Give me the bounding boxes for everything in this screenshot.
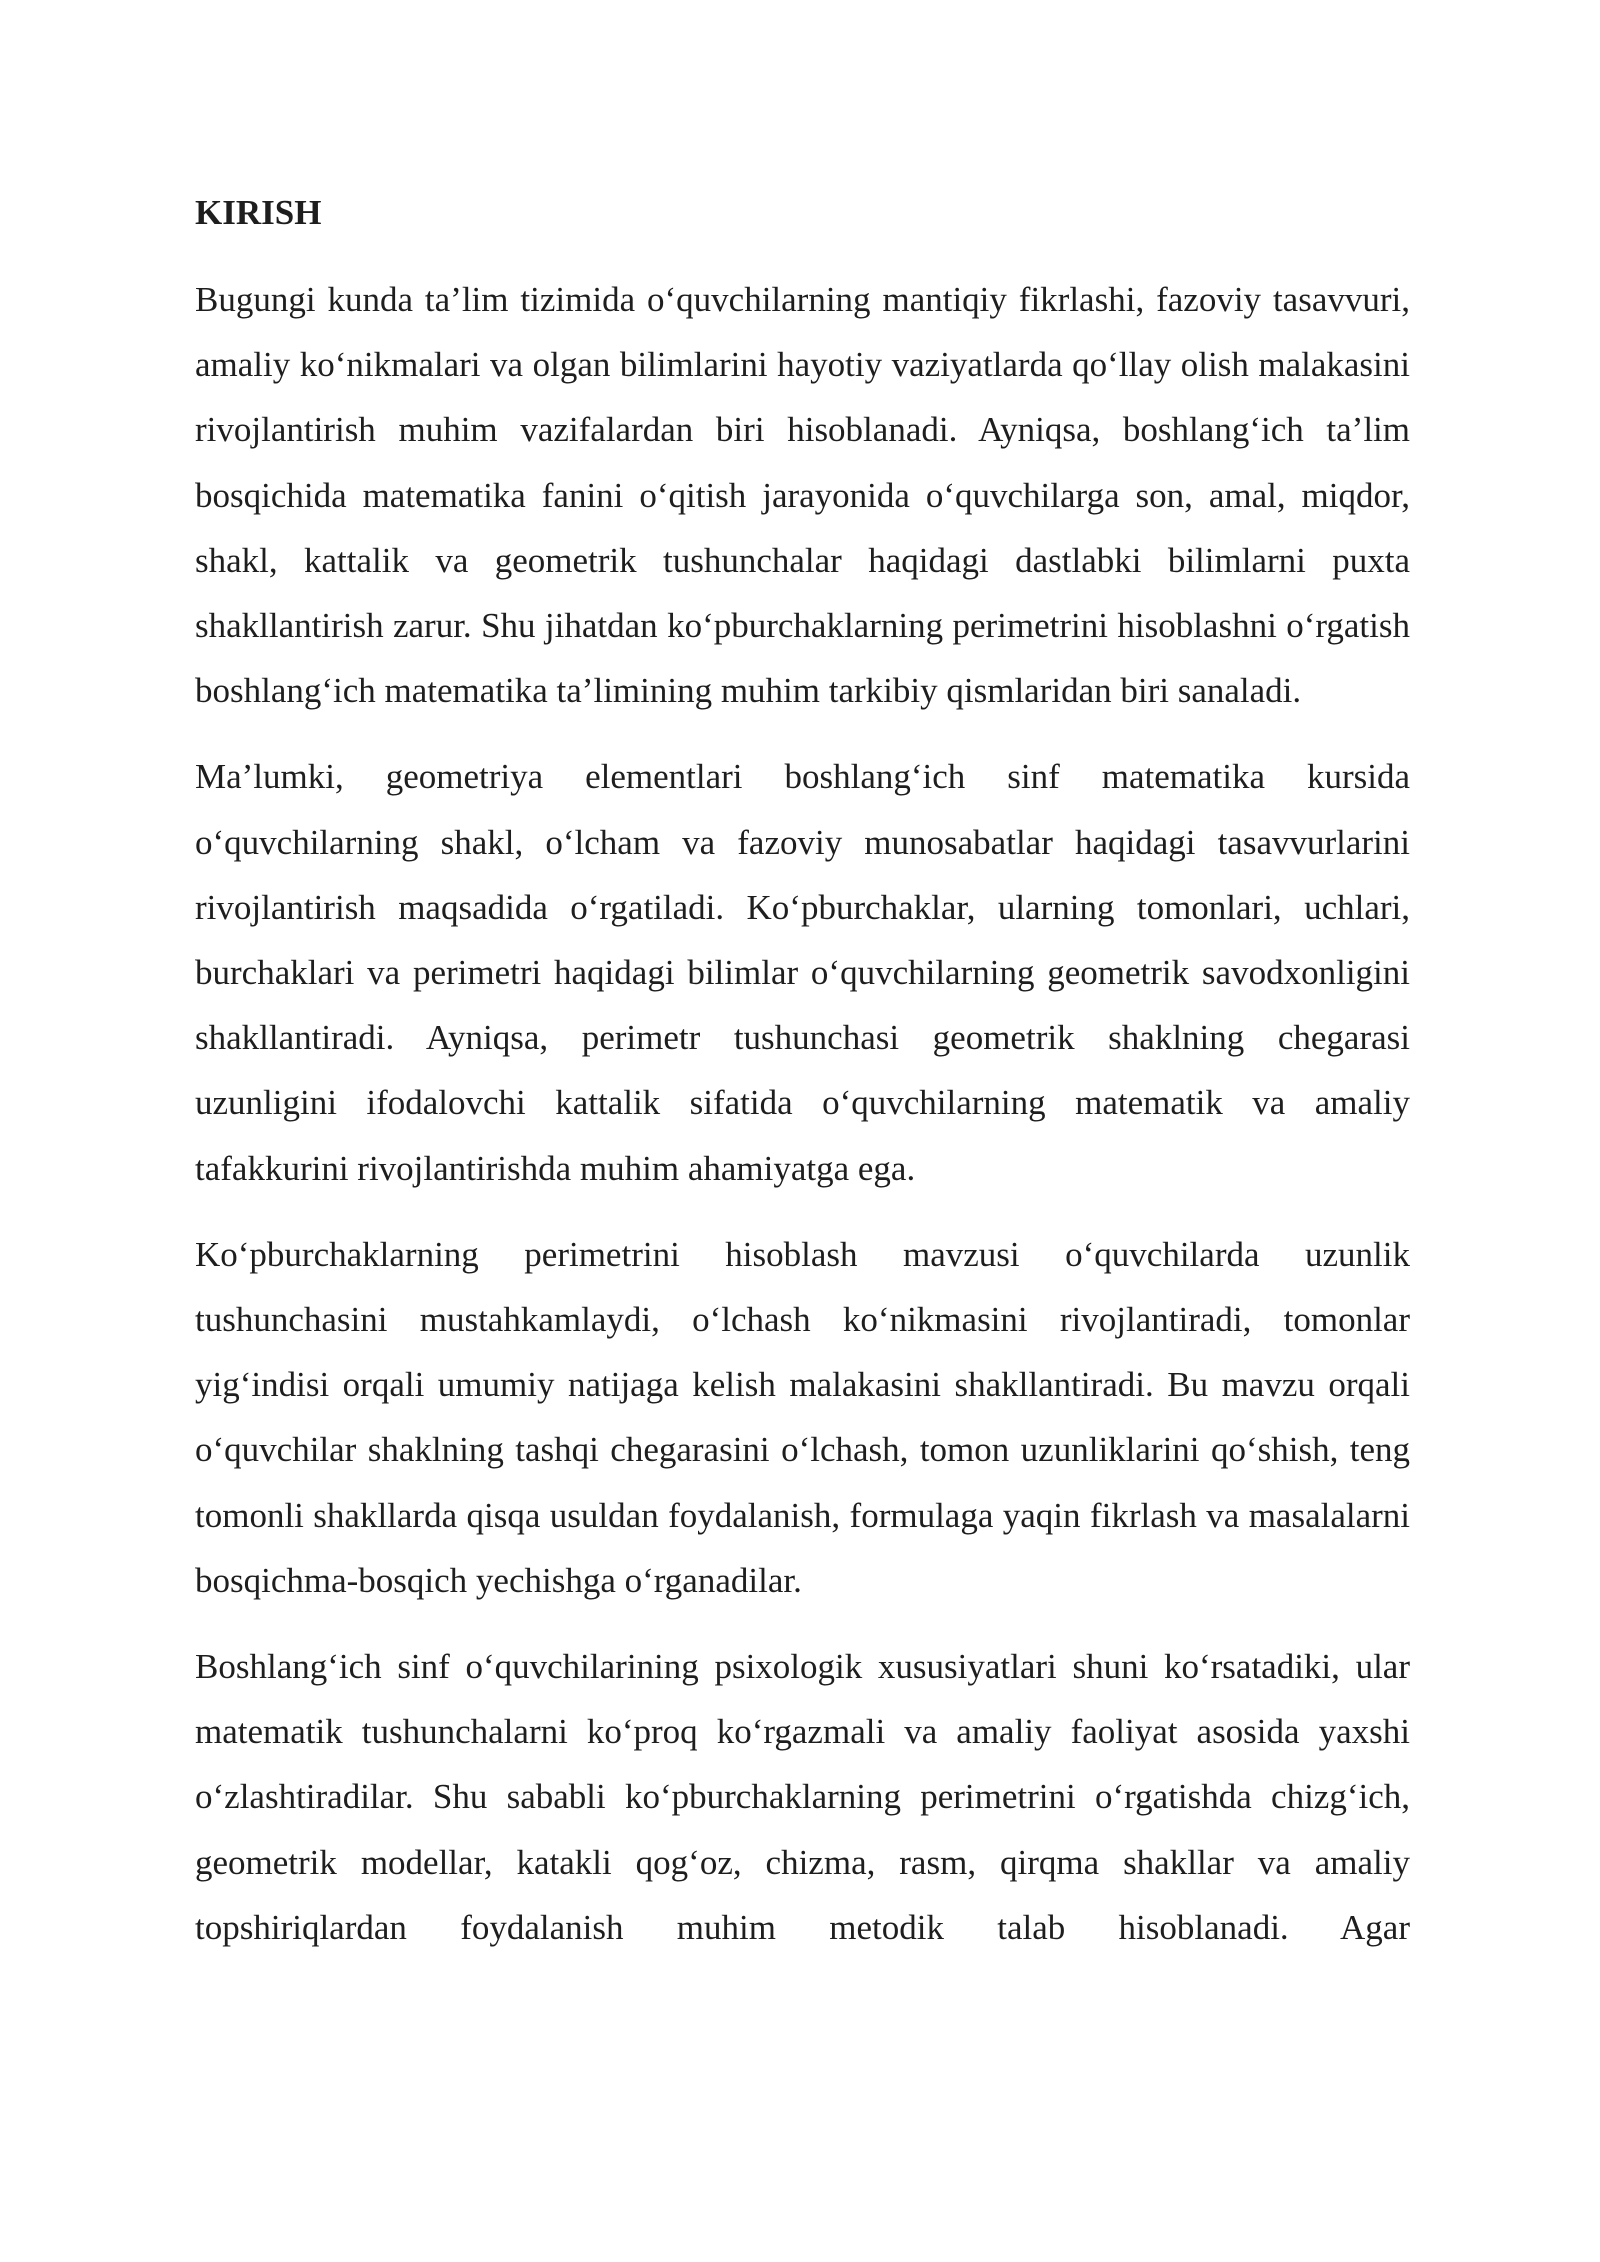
document-page [195,180,1410,1960]
paragraph-1: Bugungi kunda ta’lim tizimida o‘quvchilarning mantiqiy fikrlashi, fazoviy tasavvuri, amaliy ko‘nikmalari va olgan bilimlarini hayotiy vaziyatlarda qo‘llay olish malakasini rivojlantirish muhim vazifalardan biri hisoblanadi. Ayniqsa, boshlang‘ich ta’lim bosqichida matematika fanini o‘qitish jarayonida o‘quvchilarga son, amal, miqdor, shakl, kattalik va geometrik tushunchalar haqidagi dastlabki bilimlarni puxta shakllantirish zarur. Shu jihatdan ko‘pburchaklarning perimetrini hisoblashni o‘rgatish boshlang‘ich matematika ta’limining muhim tarkibiy qismlaridan biri sanaladi. [195,280,1410,711]
paragraph-2: Ma’lumki, geometriya elementlari boshlang‘ich sinf matematika kursida o‘quvchilarning shakl, o‘lcham va fazoviy munosabatlar haqidagi tasavvurlarini rivojlantirish maqsadida o‘rgatiladi. Ko‘pburchaklar, ularning tomonlari, uchlari, burchaklari va perimetri haqidagi bilimlar o‘quvchilarning geometrik savodxonligini shakllantiradi. Ayniqsa, perimetr tushunchasi geometrik shaklning chegarasi uzunligini ifodalovchi kattalik sifatida o‘quvchilarning matematik va amaliy tafakkurini rivojlantirishda muhim ahamiyatga ega. [195,757,1410,1188]
section-heading: KIRISH [195,193,322,232]
paragraph-4: Boshlang‘ich sinf o‘quvchilarining psixologik xususiyatlari shuni ko‘rsatadiki, ular matematik tushunchalarni ko‘proq ko‘rgazmali va amaliy faoliyat asosida yaxshi o‘zlashtiradilar. Shu sababli ko‘pburchaklarning perimetrini o‘rgatishda chizg‘ich, geometrik modellar, katakli qog‘oz, chizma, rasm, qirqma shakllar va amaliy topshiriqlardan foydalanish muhim metodik talab hisoblanadi. Agar [195,1647,1410,1947]
paragraph-3: Ko‘pburchaklarning perimetrini hisoblash mavzusi o‘quvchilarda uzunlik tushunchasini mustahkamlaydi, o‘lchash ko‘nikmasini rivojlantiradi, tomonlar yig‘indisi orqali umumiy natijaga kelish malakasini shakllantiradi. Bu mavzu orqali o‘quvchilar shaklning tashqi chegarasini o‘lchash, tomon uzunliklarini qo‘shish, teng tomonli shakllarda qisqa usuldan foydalanish, formulaga yaqin fikrlash va masalalarni bosqichma-bosqich yechishga o‘rganadilar. [195,1234,1410,1600]
